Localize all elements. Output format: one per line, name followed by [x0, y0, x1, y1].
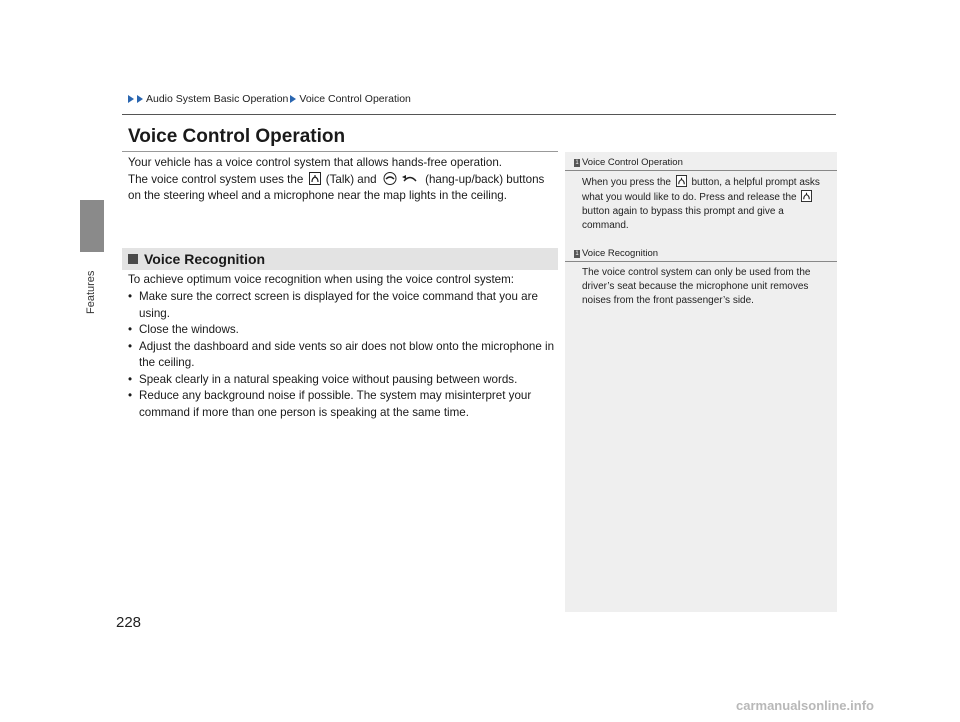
breadcrumb-arrow-icon	[137, 95, 143, 103]
side-label	[84, 258, 100, 358]
note-marker-icon: 1	[575, 159, 579, 166]
page-number: 228	[116, 614, 142, 631]
talk-button-icon	[309, 172, 321, 185]
recognition-lead: To achieve optimum voice recognition when using the voice control system:	[128, 273, 515, 286]
breadcrumb-arrow-icon	[290, 95, 296, 103]
note-voice-recognition	[574, 248, 832, 308]
breadcrumb-item[interactable]: Voice Control Operation	[299, 93, 411, 105]
note-rule	[565, 261, 837, 262]
side-tab-marker	[80, 200, 104, 252]
list-item: • Reduce any background noise if possible. The system may misinterpret your command if more than one person is speaking at the same time.	[128, 388, 560, 421]
section-square-icon	[128, 254, 138, 264]
note-heading-text[interactable]: Voice Recognition	[582, 248, 659, 259]
note-body-text: When you press the	[582, 177, 674, 188]
note-heading	[574, 248, 832, 259]
hang-up-back-button-icon	[382, 172, 420, 185]
note-body-text: button again to bypass this prompt and give a command.	[582, 206, 784, 231]
side-label-text: Features	[85, 270, 97, 314]
note-body: The voice control system can only be used from the driver’s seat because the microphone unit removes noises from the front passenger’s side.	[582, 267, 811, 306]
talk-button-icon	[801, 190, 812, 202]
note-rule	[565, 170, 837, 171]
header-rule	[122, 114, 836, 115]
note-body-text: button, a helpful prompt asks what you would like to do. Press and release the	[582, 177, 820, 203]
note-voice-control	[574, 157, 832, 233]
recognition-list	[128, 289, 560, 421]
breadcrumb-arrow-icon	[128, 95, 134, 103]
breadcrumb	[128, 93, 411, 105]
intro-text: (Talk) and	[322, 172, 380, 186]
section-heading	[122, 248, 558, 270]
page-title: Voice Control Operation	[128, 126, 346, 147]
intro-paragraph	[128, 155, 560, 205]
list-item: • Make sure the correct screen is displayed for the voice command that you are using.	[128, 289, 560, 322]
list-item: • Speak clearly in a natural speaking voice without pausing between words.	[128, 372, 560, 389]
list-item: • Adjust the dashboard and side vents so air does not blow onto the microphone in the ceiling.	[128, 339, 560, 372]
title-rule	[122, 151, 558, 152]
breadcrumb-item[interactable]: Audio System Basic Operation	[146, 93, 289, 105]
intro-text: (hang-up/back) buttons on the steering wheel and a microphone near the map lights in the ceiling.	[128, 172, 545, 202]
section-heading-text: Voice Recognition	[144, 251, 266, 267]
note-heading	[574, 157, 832, 168]
note-heading-text[interactable]: Voice Control Operation	[582, 157, 683, 168]
talk-button-icon	[676, 175, 687, 187]
intro-line1: Your vehicle has a voice control system that allows hands-free operation.	[128, 156, 502, 169]
watermark: carmanualsonline.info	[736, 698, 874, 713]
note-marker-icon: 1	[575, 250, 579, 257]
list-item: • Close the windows.	[128, 322, 560, 339]
note-body	[574, 175, 832, 233]
intro-text: The voice control system uses the	[128, 172, 307, 186]
